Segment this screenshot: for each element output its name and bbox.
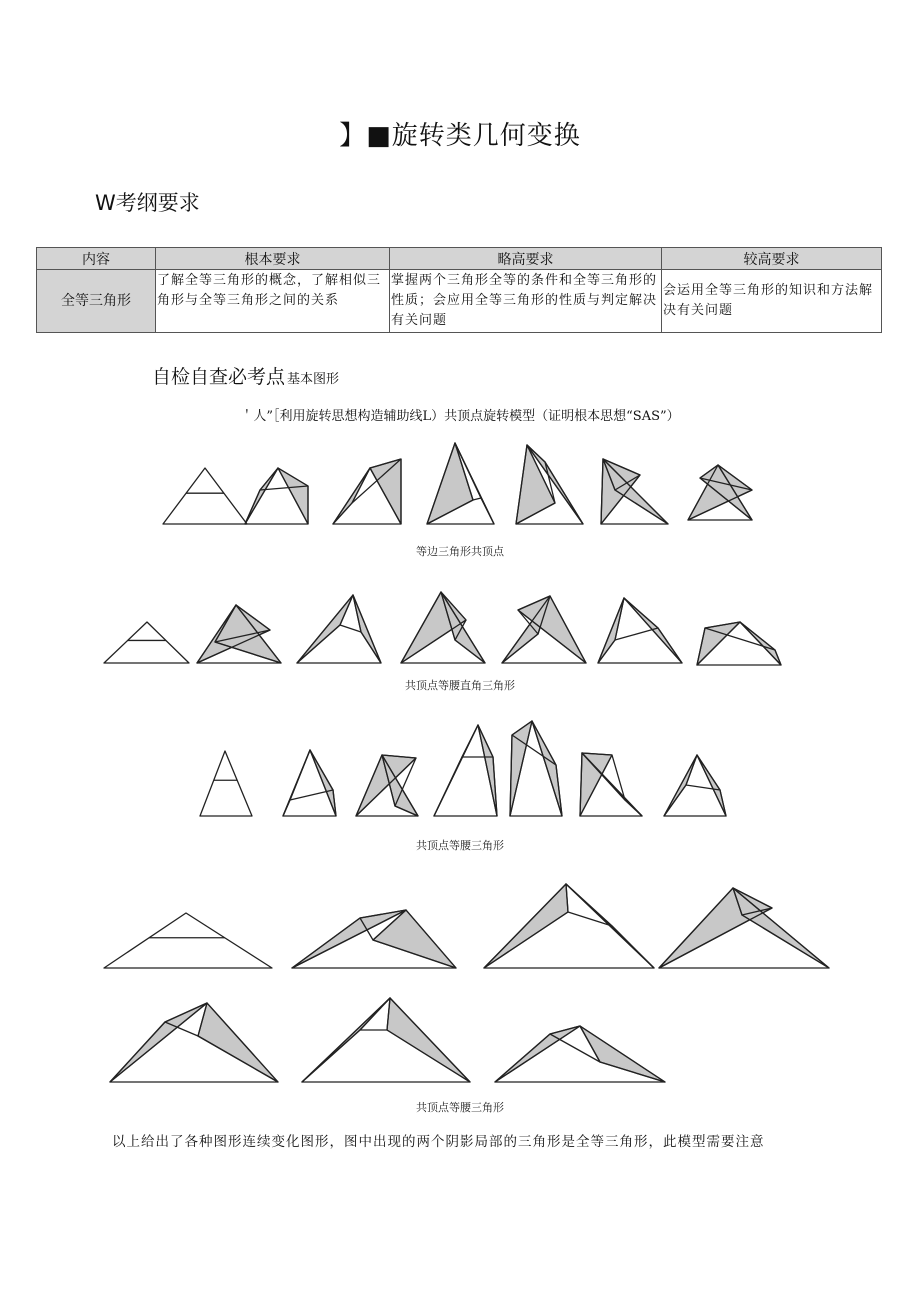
table-cell-topic: 全等三角形 [37, 270, 156, 333]
segment-line [658, 628, 682, 663]
inner-triangle [360, 998, 390, 1030]
table-cell-advanced: 会运用全等三角形的知识和方法解决有关问题 [662, 270, 882, 333]
outer-triangle [297, 595, 381, 663]
caption-isosceles-1: 共顶点等腰三角形 [416, 839, 504, 852]
outer-triangle [110, 1003, 278, 1082]
segment-line [297, 625, 340, 663]
caption-isosceles-right: 共顶点等腰直角三角形 [405, 679, 515, 692]
footer-text: 以上给出了各种图形连续变化图形，图中出现的两个阴影局部的三角形是全等三角形，此模型需要注意 [112, 1134, 765, 1150]
segment-line [664, 785, 686, 816]
outer-triangle [302, 998, 470, 1082]
outer-triangle [434, 725, 497, 816]
segment-line [742, 915, 829, 968]
model-description: ＇人”［利用旋转思想构造辅助线L）共顶点旋转模型（证明根本思想“SAS”） [240, 409, 680, 424]
base-triangle [200, 751, 252, 816]
table-cell-basic: 了解全等三角形的概念，了解相似三角形与全等三角形之间的关系 [156, 270, 390, 333]
segment-line [302, 1030, 360, 1082]
segment-line [245, 490, 260, 524]
table-cell-intermediate: 掌握两个三角形全等的条件和全等三角形的性质；会应用全等三角形的性质与判定解决有关问题 [390, 270, 662, 333]
section-heading: W考纲要求 [95, 191, 200, 215]
segment-line [361, 632, 381, 663]
segment-line [484, 912, 568, 968]
outer-triangle [598, 598, 682, 663]
segment-line [333, 503, 352, 524]
segment-line [615, 490, 668, 524]
base-triangle [104, 913, 272, 968]
caption-isosceles-2: 共顶点等腰三角形 [416, 1101, 504, 1114]
table-header-cell: 略高要求 [390, 248, 662, 270]
segment-line [110, 1022, 165, 1082]
page-title: 】■旋转类几何变换 [339, 121, 581, 151]
segment-line [481, 498, 494, 524]
caption-equilateral: 等边三角形共顶点 [416, 545, 504, 558]
check-subheading: 基本图形 [287, 372, 340, 387]
base-triangle [163, 468, 247, 524]
outer-triangle [484, 884, 654, 968]
check-heading-title: 自检自查必考点 [152, 366, 286, 388]
base-triangle [104, 622, 189, 663]
table-header-cell: 根本要求 [156, 248, 390, 270]
shaded-triangle [370, 459, 401, 524]
table-header-cell: 较高要求 [662, 248, 882, 270]
inner-triangle [566, 884, 612, 926]
segment-line [434, 757, 462, 816]
segment-line [283, 800, 290, 816]
table-header-cell: 内容 [37, 248, 156, 270]
segment-line [292, 918, 360, 968]
segment-line [625, 800, 642, 816]
segment-line [612, 926, 654, 968]
segment-line [495, 1034, 550, 1082]
